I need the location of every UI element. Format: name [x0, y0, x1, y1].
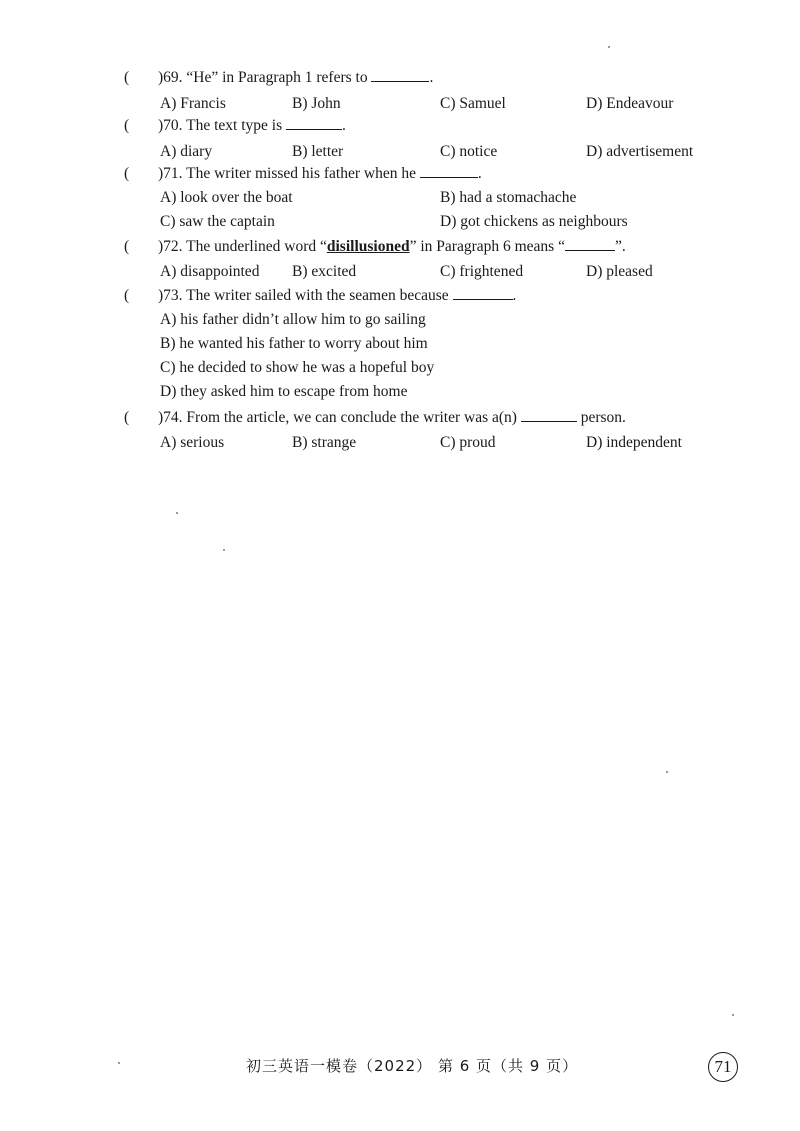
option-d: D) got chickens as neighbours — [440, 213, 628, 230]
options-row — [0, 140, 800, 164]
option-b: B) letter — [292, 143, 344, 160]
answer-paren: ( — [124, 238, 130, 255]
option-c: C) saw the captain — [160, 213, 275, 230]
answer-paren: ( — [124, 287, 130, 304]
option-b: B) had a stomachache — [440, 189, 577, 206]
stem-end: person. — [576, 409, 626, 426]
scan-speck — [608, 46, 610, 48]
question-stem — [0, 284, 800, 308]
option-d: D) advertisement — [586, 143, 694, 160]
option-a: A) diary — [160, 143, 213, 160]
answer-blank — [521, 407, 577, 422]
answer-paren: ( — [124, 69, 130, 86]
stem-text: )70. The text type is — [158, 117, 286, 134]
scan-speck — [118, 1062, 120, 1064]
option-a: A) serious — [160, 434, 225, 451]
question-70 — [0, 114, 800, 164]
stem-end: . — [429, 69, 434, 86]
stem-text: )71. The writer missed his father when he — [158, 165, 420, 182]
question-stem — [0, 114, 800, 138]
question-stem — [0, 406, 800, 430]
question-74 — [0, 406, 800, 455]
options-row — [0, 332, 800, 356]
answer-blank — [453, 285, 513, 300]
answer-paren: ( — [124, 165, 130, 182]
answer-blank — [565, 236, 615, 251]
option-c: C) frightened — [440, 263, 524, 280]
question-72 — [0, 235, 800, 284]
scan-speck — [176, 512, 178, 514]
stem-end: . — [342, 117, 346, 134]
stem-text: )72. The underlined word “ — [158, 238, 327, 255]
option-b: B) John — [292, 95, 341, 112]
option-c: C) he decided to show he was a hopeful boy — [160, 359, 435, 376]
option-d: D) pleased — [586, 263, 653, 280]
answer-blank — [286, 115, 342, 130]
option-c: C) proud — [440, 434, 496, 451]
option-c: C) Samuel — [440, 95, 506, 112]
question-stem — [0, 66, 800, 90]
option-d: D) independent — [586, 434, 682, 451]
answer-paren: ( — [124, 409, 130, 426]
option-a: A) his father didn’t allow him to go sailing — [160, 311, 426, 328]
stem-text: )74. From the article, we can conclude the writer was a(n) — [158, 409, 521, 426]
option-b: B) strange — [292, 434, 357, 451]
answer-blank — [420, 163, 478, 178]
question-69 — [0, 66, 800, 116]
option-b: B) excited — [292, 263, 357, 280]
question-71 — [0, 162, 800, 234]
options-row — [0, 356, 800, 380]
options-row — [0, 186, 800, 210]
options-row — [0, 308, 800, 332]
underlined-word: disillusioned — [326, 238, 410, 255]
answer-blank — [371, 67, 429, 82]
option-b: B) he wanted his father to worry about him — [160, 335, 428, 352]
stem-end: . — [512, 287, 517, 304]
scan-speck — [732, 1014, 734, 1016]
option-a: A) Francis — [160, 95, 226, 112]
option-c: C) notice — [440, 143, 498, 160]
page-footer: 初三英语一模卷（2022） 第 6 页（共 9 页） — [246, 1057, 579, 1075]
page-number-badge: 71 — [708, 1052, 738, 1082]
scan-speck — [223, 549, 225, 551]
stem-middle: ” in Paragraph 6 means “ — [409, 238, 565, 255]
options-row — [0, 210, 800, 234]
question-stem — [0, 235, 800, 259]
scan-speck — [666, 771, 668, 773]
options-row — [0, 431, 800, 455]
stem-text: )69. “He” in Paragraph 1 refers to — [158, 69, 372, 86]
question-stem — [0, 162, 800, 186]
option-d: D) Endeavour — [586, 95, 674, 112]
option-a: A) look over the boat — [160, 189, 293, 206]
options-row — [0, 92, 800, 116]
option-d: D) they asked him to escape from home — [160, 383, 408, 400]
options-row — [0, 260, 800, 284]
question-73 — [0, 284, 800, 404]
stem-end: ”. — [614, 238, 626, 255]
stem-end: . — [477, 165, 482, 182]
options-row — [0, 380, 800, 404]
option-a: A) disappointed — [160, 263, 260, 280]
stem-text: )73. The writer sailed with the seamen because — [158, 287, 453, 304]
answer-paren: ( — [124, 117, 130, 134]
